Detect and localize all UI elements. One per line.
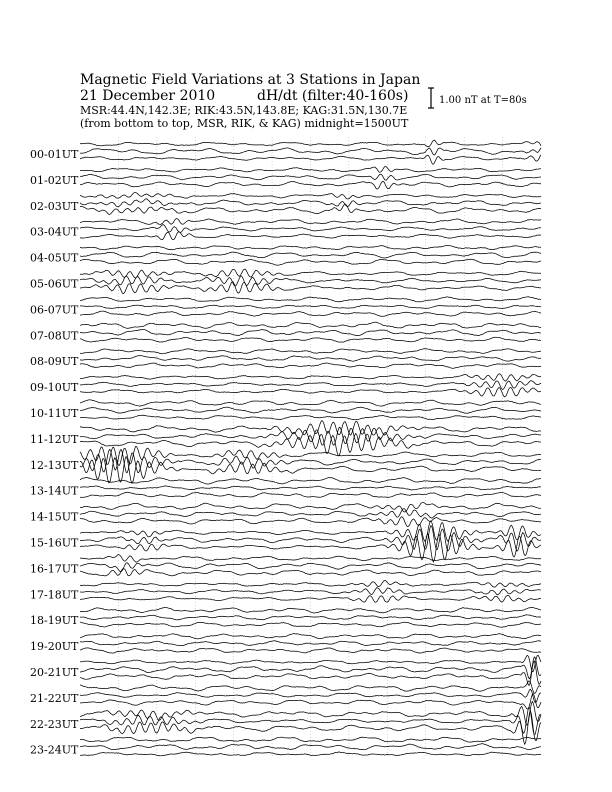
hour-label: 06-07UT [30,303,79,317]
trace-rik [80,381,541,390]
hour-label: 13-14UT [30,484,79,498]
hour-label: 21-22UT [30,691,79,705]
trace-msr [80,661,541,685]
trace-kag [80,269,541,278]
trace-group [80,140,541,756]
trace-kag [80,192,541,199]
trace-rik [80,657,541,679]
hour-label: 22-23UT [30,717,79,731]
chart-filter: dH/dt (filter:40-160s) [257,88,409,104]
hour-label: 08-09UT [30,355,79,369]
hour-label: 05-06UT [30,277,79,291]
trace-rik [80,509,541,518]
hour-label: 00-01UT [30,148,79,161]
trace-order-note: (from bottom to top, MSR, RIK, & KAG) midnight=1500UT [80,117,409,130]
hour-label: 10-11UT [30,407,79,420]
scale-label: 1.00 nT at T=80s [439,95,527,106]
hour-label: 16-17UT [30,562,79,576]
hour-label: 11-12UT [30,432,79,446]
station-coordinates: MSR:44.4N,142.3E; RIK:43.5N,143.8E; KAG:31.5N,130.7E [80,104,408,117]
trace-kag [80,681,541,693]
trace-kag [80,521,541,541]
hour-label: 12-13UT [30,458,79,472]
trace-kag [80,478,541,484]
hour-label: 09-10UT [30,381,79,395]
trace-rik [80,689,541,702]
hour-label: 02-03UT [30,199,79,213]
hour-label: 17-18UT [30,588,79,602]
trace-msr [80,155,541,164]
trace-rik [80,329,541,335]
hour-label-group [30,148,79,757]
trace-rik [80,225,541,233]
trace-kag [80,349,541,354]
chart-date: 21 December 2010 [80,88,216,104]
trace-rik [80,708,541,735]
trace-msr [80,711,541,744]
hour-label: 04-05UT [30,251,79,265]
trace-kag [80,400,541,406]
hour-label: 15-16UT [30,536,79,550]
chart-title: Magnetic Field Variations at 3 Stations in Japan [80,72,421,88]
hour-label: 20-21UT [30,666,79,679]
trace-rik [80,407,541,413]
hour-label: 07-08UT [30,329,79,343]
hour-label: 18-19UT [30,614,79,628]
hour-label: 03-04UT [30,225,79,239]
hour-label: 14-15UT [30,510,79,524]
trace-msr [80,363,541,368]
hour-label: 01-02UT [30,173,79,187]
trace-rik [80,486,541,490]
trace-msr [80,232,541,240]
hour-label: 23-24UT [30,743,79,757]
trace-rik [80,148,541,155]
trace-msr [80,622,541,627]
hour-label: 19-20UT [30,640,79,654]
